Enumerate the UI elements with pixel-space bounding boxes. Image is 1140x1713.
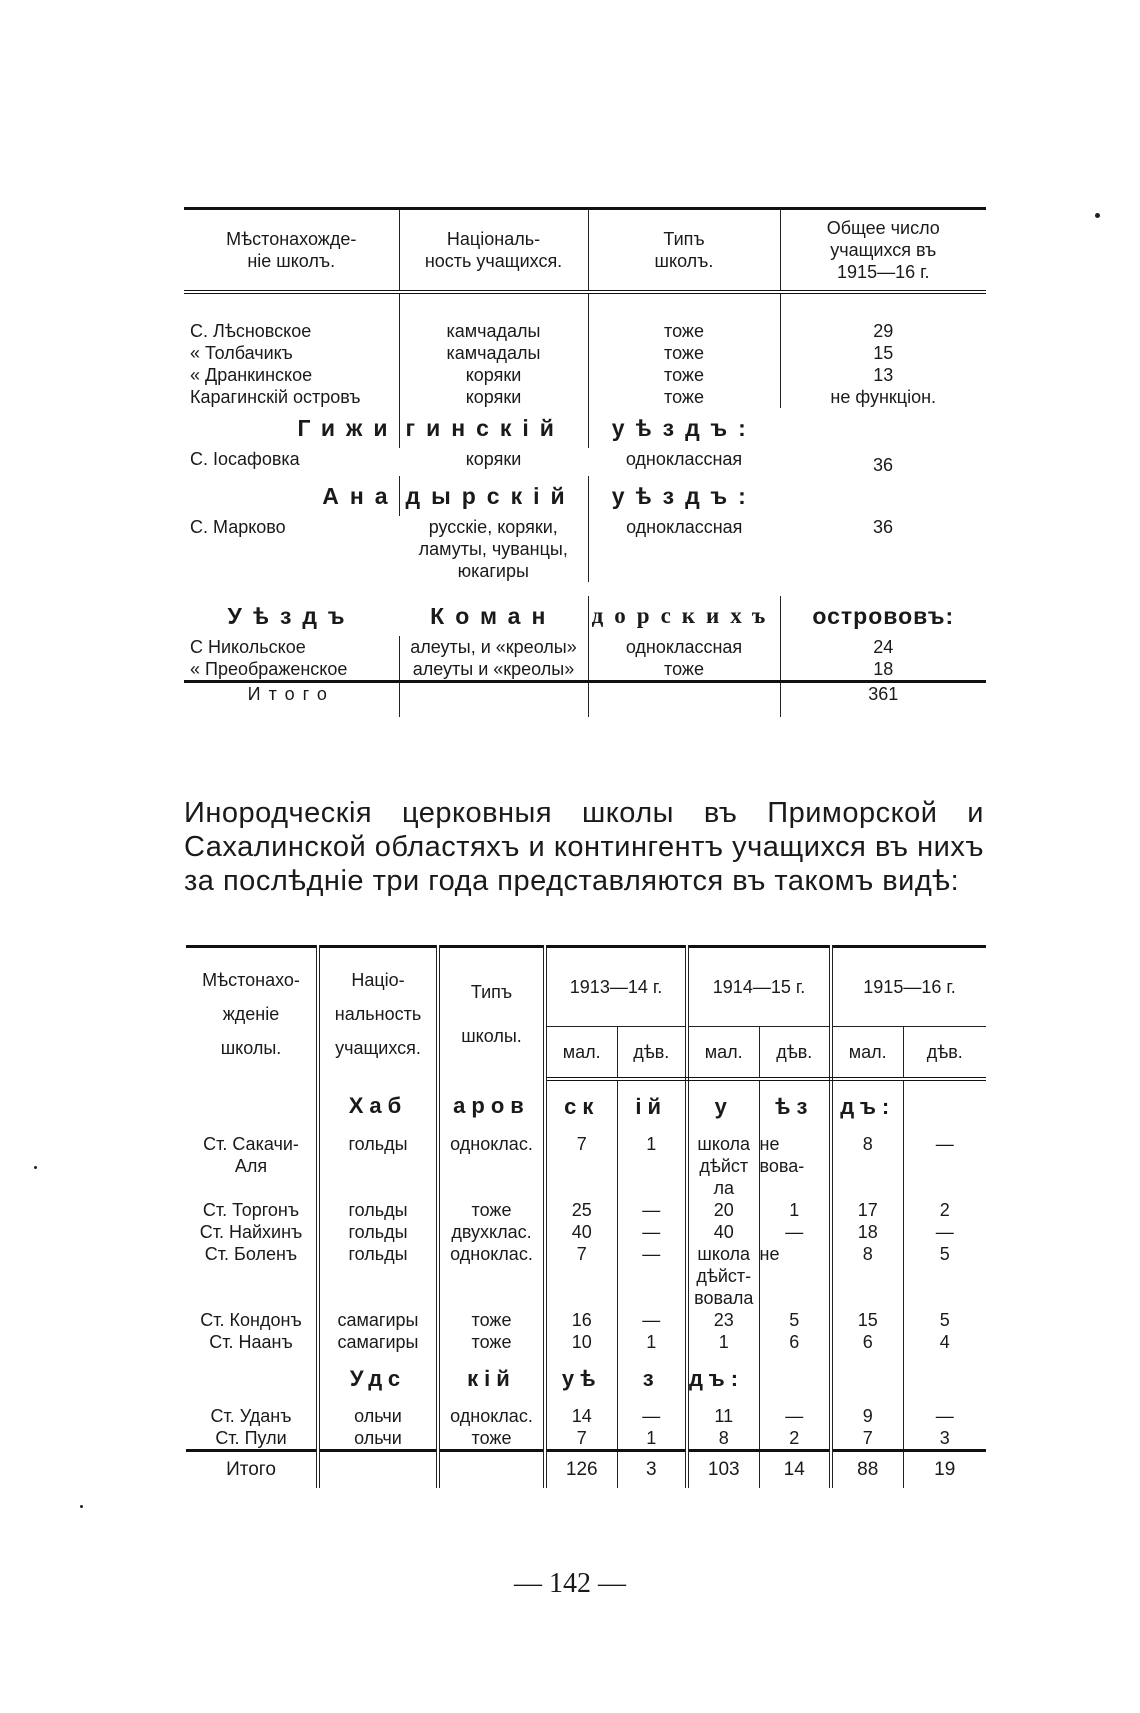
total-value [438,1451,545,1489]
cell-count: не функціон. [780,386,986,408]
cell-value: 7 [545,1243,617,1309]
header-year-1914: 1914—15 г. [687,947,831,1027]
cell-value: 4 [939,1332,950,1352]
cell-place: « Дранкинское [184,364,399,386]
section-label-part: уѣздъ: [611,415,757,441]
cell-type: тоже [438,1199,545,1221]
header-location: Мѣстонахожде- ніе школъ. [184,209,399,293]
header-boys: мал. [831,1027,903,1080]
section-label-part: у [687,1079,759,1133]
cell-nationality: гольды [318,1199,438,1221]
cell-value: — [935,1222,954,1242]
cell-nationality: гольды [318,1221,438,1243]
table-row [184,342,986,364]
total-value [318,1451,438,1489]
cell-value: 40 [545,1221,617,1243]
cell-value: 15 [831,1309,903,1331]
table-row [184,448,986,476]
cell-place: С. Марково [190,517,286,537]
cell-place: « Толбачикъ [184,342,399,364]
cell-value: 11 [687,1405,759,1427]
speck-mark [1095,213,1100,218]
section-udsky [186,1353,986,1405]
table-row [186,1221,986,1243]
cell-value: 7 [831,1427,903,1451]
cell-value: — [617,1199,687,1221]
cell-place: Ст. Наанъ [186,1331,318,1353]
total-label: Итого [184,682,399,718]
header-girls: дѣв. [759,1027,831,1080]
section-label-part: Коман [399,596,588,636]
section-label-part: Ана [184,476,399,516]
cell-value: 20 [687,1199,759,1221]
table-row [184,636,986,658]
cell-value: — [759,1221,831,1243]
cell-value: 14 [545,1405,617,1427]
total-row [184,682,986,718]
section-label-part: Уѣздъ [227,603,356,629]
cell-type: тоже [588,342,780,364]
cell-value: не [759,1243,831,1309]
cell-value: 5 [759,1309,831,1331]
table-row [186,1405,986,1427]
section-label-part: ск [545,1079,617,1133]
cell-type: тоже [588,364,780,386]
cell-place: Карагинскій островъ [184,386,399,408]
table-row [184,320,986,342]
table-row [186,1427,986,1451]
cell-place: С. Лѣсновское [184,320,399,342]
cell-type: одноклас. [438,1133,545,1199]
section-label-part: Удс [318,1353,438,1405]
cell-value: 2 [939,1200,950,1220]
table-header [186,947,986,1027]
header-location: Мѣстонахо- жденіе школы. [186,947,318,1080]
cell-type: двухклас. [438,1221,545,1243]
cell-value: — [759,1405,831,1427]
cell-nationality: алеуты и «креолы» [399,658,588,682]
cell-nationality: русскіе, коряки, ламуты, чуванцы, юкагиры [399,516,588,582]
cell-nationality: ольчи [318,1405,438,1427]
cell-nationality: ольчи [318,1427,438,1451]
cell-place: Ст. Сакачи- Аля [186,1133,318,1199]
section-label-part: дырскій [399,476,588,516]
total-value: 88 [831,1451,903,1489]
cell-value: 8 [831,1133,903,1199]
header-school-type: Типъ школъ. [588,209,780,293]
header-boys: мал. [545,1027,617,1080]
cell-type: тоже [588,658,780,682]
table-row [186,1133,986,1199]
section-label-part: дъ: [831,1079,903,1133]
cell-type: тоже [438,1331,545,1353]
cell-place: Ст. Уданъ [186,1405,318,1427]
cell-value: 6 [759,1331,831,1353]
header-boys: мал. [687,1027,759,1080]
table-row [186,1199,986,1221]
cell-nationality: коряки [399,364,588,386]
cell-nationality: гольды [318,1133,438,1199]
cell-value: 40 [687,1221,759,1243]
section-label-part: Гижи [184,408,399,448]
section-label-part: аров [438,1079,545,1133]
cell-value: 17 [831,1199,903,1221]
cell-value: — [617,1243,687,1309]
cell-place: Ст. Боленъ [186,1243,318,1309]
speck-mark [34,1166,37,1169]
cell-value: 16 [545,1309,617,1331]
table-row [184,516,986,582]
cell-value: 9 [831,1405,903,1427]
cell-value: — [935,1134,954,1154]
cell-value: 5 [939,1310,950,1330]
cell-count: 29 [873,321,894,341]
cell-value: 1 [617,1331,687,1353]
cell-value: школа дѣйст ла [687,1133,759,1199]
table-row [184,386,986,408]
cell-count: 18 [873,659,894,679]
cell-type: одноклассная [588,636,780,658]
cell-nationality: самагиры [318,1331,438,1353]
total-value: 103 [687,1451,759,1489]
cell-value: 25 [545,1199,617,1221]
cell-value: не вова- [759,1133,831,1199]
header-nationality: Націо- нальность учащихся. [318,947,438,1080]
section-label-part: Хаб [318,1079,438,1133]
section-komandorsky [184,596,986,636]
table-row [184,364,986,386]
cell-type: одноклас. [438,1243,545,1309]
total-label: Итого [186,1451,318,1489]
cell-type: одноклас. [438,1405,545,1427]
section-label-part: дъ: [687,1353,759,1405]
cell-count: 36 [872,455,894,475]
schools-table-2 [186,945,986,1488]
header-girls: дѣв. [903,1027,986,1080]
section-anadyrsky [184,476,986,516]
cell-value: 1 [759,1199,831,1221]
total-value: 14 [759,1451,831,1489]
cell-nationality: камчадалы [399,342,588,364]
section-label-part: кій [438,1353,545,1405]
total-value: 126 [545,1451,617,1489]
section-label-part: ѣз [759,1079,831,1133]
cell-value: — [617,1221,687,1243]
total-value: 361 [780,682,986,718]
total-row [186,1451,986,1489]
section-label-part: ій [617,1079,687,1133]
cell-value: 1 [617,1427,687,1451]
cell-value: — [935,1406,954,1426]
cell-place: Ст. Пули [186,1427,318,1451]
table-header [184,209,986,293]
cell-place: Ст. Торгонъ [186,1199,318,1221]
cell-type: тоже [438,1309,545,1331]
cell-value: 6 [831,1331,903,1353]
cell-value: 3 [939,1428,950,1448]
section-khabarovsky [186,1079,986,1133]
schools-table-1 [184,207,986,717]
cell-nationality: камчадалы [399,320,588,342]
cell-nationality: коряки [399,386,588,408]
section-label-part: уѣздъ: [611,483,757,509]
cell-place: С. Іосафовка [190,449,300,469]
table-row [184,658,986,682]
section-gizhiginsky [184,408,986,448]
cell-value: — [617,1309,687,1331]
section-label-part: з [617,1353,687,1405]
table-row [186,1243,986,1309]
cell-count: 13 [873,365,894,385]
cell-count: 24 [873,637,894,657]
header-girls: дѣв. [617,1027,687,1080]
body-paragraph: Инородческія церковныя школы въ Приморской и Сахалинской областяхъ и контингентъ учащихся въ нихъ за послѣдніе три года представляются въ такомъ видѣ: [184,797,984,897]
cell-value: 1 [687,1331,759,1353]
cell-place: Ст. Кондонъ [186,1309,318,1331]
section-label-part: гинскій [399,408,588,448]
header-total-students: Общее число учащихся въ 1915—16 г. [780,209,986,293]
cell-value: 2 [759,1427,831,1451]
total-value: 19 [903,1451,986,1489]
cell-nationality: алеуты, и «креолы» [399,636,588,658]
cell-value: 23 [687,1309,759,1331]
page-number: — 142 — [514,1568,626,1599]
cell-type: одноклассная [625,449,743,469]
cell-value: 8 [687,1427,759,1451]
cell-type: одноклассная [626,517,743,537]
cell-count: 15 [873,343,894,363]
cell-value: школа дѣйст- вовала [687,1243,759,1309]
header-year-1913: 1913—14 г. [545,947,687,1027]
cell-place: Ст. Найхинъ [186,1221,318,1243]
speck-mark [80,1505,83,1508]
cell-value: 5 [939,1244,950,1264]
table-row [186,1331,986,1353]
cell-type: тоже [588,386,780,408]
cell-count: 36 [872,517,894,537]
cell-place: С Никольское [184,636,399,658]
header-year-1915: 1915—16 г. [831,947,986,1027]
total-value: 3 [617,1451,687,1489]
cell-value: — [617,1405,687,1427]
table-row [186,1309,986,1331]
header-school-type: Типъ школы. [438,947,545,1080]
cell-value: 8 [831,1243,903,1309]
cell-nationality: гольды [318,1243,438,1309]
cell-value: 18 [831,1221,903,1243]
cell-nationality: коряки [465,449,522,469]
cell-value: 10 [545,1331,617,1353]
section-label-part: уѣ [545,1353,617,1405]
cell-type: тоже [588,320,780,342]
header-nationality: Національ- ность учащихся. [399,209,588,293]
cell-value: 1 [617,1133,687,1199]
cell-value: 7 [545,1427,617,1451]
cell-type: тоже [438,1427,545,1451]
cell-nationality: самагиры [318,1309,438,1331]
cell-value: 7 [545,1133,617,1199]
cell-place: « Преображенское [184,658,399,682]
section-label-part: дорскихъ [588,596,780,636]
section-label-part: острововъ: [812,603,955,629]
